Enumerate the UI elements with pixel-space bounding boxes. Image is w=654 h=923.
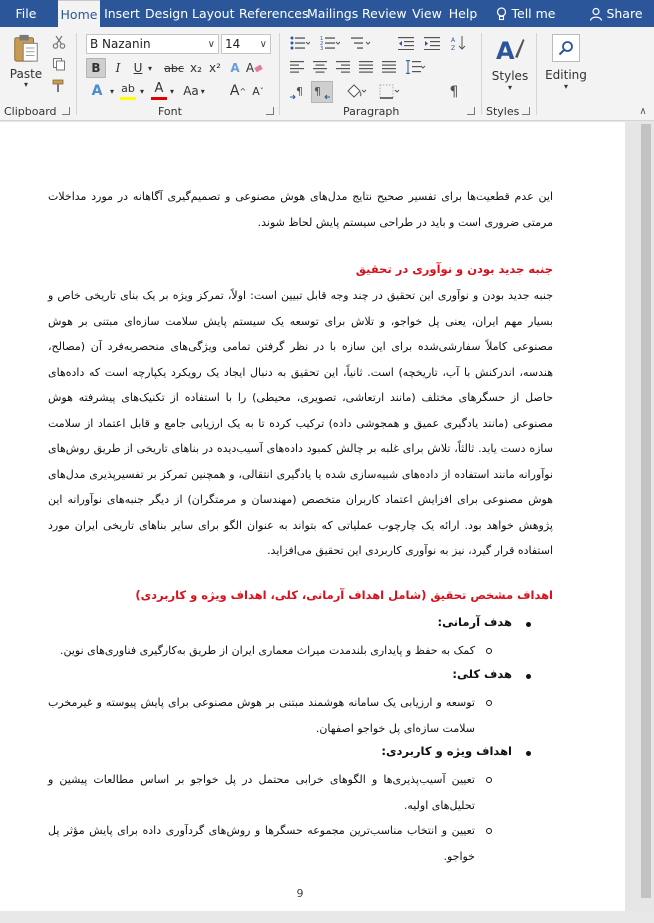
align-left-icon (290, 61, 304, 73)
font-launcher-icon[interactable] (266, 107, 274, 115)
document-page[interactable] (0, 122, 625, 911)
chevron-down-icon[interactable]: ▾ (139, 86, 144, 96)
show-marks-button[interactable] (443, 81, 465, 103)
collapse-ribbon-icon[interactable]: ∧ (639, 105, 647, 117)
chevron-down-icon: ▾ (23, 80, 28, 89)
bullet-list-icon (290, 36, 310, 50)
increase-indent-button[interactable] (421, 33, 443, 53)
paste-button[interactable] (6, 33, 46, 89)
svg-text:¶: ¶ (314, 85, 321, 98)
svg-text:¶: ¶ (296, 85, 303, 98)
svg-text:2: 2 (320, 41, 324, 47)
tab-design[interactable]: Design (145, 6, 189, 21)
ltr-button[interactable] (287, 81, 309, 103)
clear-formatting-button[interactable] (242, 58, 266, 78)
borders-icon (379, 84, 401, 100)
lightbulb-icon (495, 7, 508, 21)
document-area (0, 122, 654, 923)
multilevel-list-icon (350, 36, 372, 50)
styles-button[interactable] (488, 33, 532, 95)
line-spacing-button[interactable] (401, 57, 429, 77)
sort-icon (451, 35, 467, 51)
tab-home[interactable]: Home (58, 0, 100, 27)
paint-bucket-icon (345, 84, 367, 100)
align-center-button[interactable] (310, 57, 330, 77)
novelty-paragraph[interactable]: جنبه جدید بودن و نوآوری این تحقیق در چند وجه قابل تبیین است: اولاً، تمرکز ویژه بر یک بنای تاریخی خاص و بسیار مهم ایران، یعنی پل خواجو، و تلاش برای توسعه یک سیستم پایش سلامت سازه‌ای مبتنی بر هوش مصنوعی کاملاً سفارشی‌شده برای این سازه با در نظر گرفتن تمامی ویژگی‌های منحصربه‌فرد آن (مصالح، هندسه، اندرکنش با آب، تاریخچه) است. ثانیاً، این تحقیق به دنبال ایجاد یک رویکرد یکپارچه است که داده‌های حاصل از حسگرهای مختلف (مانند ارتعاشی، تصویری، محیطی) را با استفاده از تکنیک‌های پیشرفته هوش مصنوعی (مانند یادگیری عمیق و همجوشی داده) ترکیب کرده تا به یک ارزیابی جامع و قابل اعتماد از سلامت سازه دست یابد. ثالثاً، تلاش برای غلبه بر چالش کمبود داده‌های آسیب‌دیده در بناهای تاریخی از طریق روش‌های نوآورانه مانند استفاده از داده‌های شبیه‌سازی شده یا یادگیری انتقالی، و همچنین تمرکز بر تفسیرپذیری مدل‌های هوش مصنوعی برای افزایش اعتماد کاربران متخصص (مهندسان و مرمتگران) از دیگر جنبه‌های نوآورانه این پژوهش خواهد بود. ارائه یک چارچوب عملیاتی که بتواند به عنوان الگو برای سایر بناهای تاریخی ایران مورد استفاده قرار گیرد، نیز به نوآوری کاربردی این تحقیق می‌افزاید. (48, 289, 553, 557)
scissors-icon (52, 35, 66, 49)
share-button[interactable] (583, 0, 649, 27)
justify-button[interactable] (356, 57, 376, 77)
subscript-button[interactable]: x₂ (190, 61, 202, 75)
align-center-icon (313, 61, 327, 73)
line-spacing-icon (404, 60, 426, 74)
tab-references[interactable]: References (239, 6, 309, 21)
highlight-button[interactable] (118, 80, 138, 102)
ribbon-divider (536, 33, 537, 115)
font-group-label: Font (158, 105, 182, 118)
circle-bullet-icon (486, 700, 492, 706)
circle-bullet-icon (486, 828, 492, 834)
pilcrow-icon: ¶ (449, 84, 459, 100)
svg-text:3: 3 (320, 46, 324, 50)
svg-text:A: A (451, 37, 456, 44)
multilevel-list-button[interactable] (347, 33, 375, 53)
paragraph-launcher-icon[interactable] (467, 107, 475, 115)
styles-label: Styles (491, 69, 529, 83)
ribbon-divider (279, 33, 280, 115)
bold-button[interactable]: B (86, 58, 106, 78)
paste-icon (11, 33, 41, 63)
highlight-color-swatch (120, 97, 136, 100)
format-painter-button[interactable] (50, 77, 68, 95)
clipboard-launcher-icon[interactable] (62, 107, 70, 115)
bullet-dot-icon (526, 674, 531, 679)
copy-button[interactable] (50, 55, 68, 73)
menu-bar (0, 0, 654, 27)
borders-button[interactable] (375, 81, 405, 103)
font-name-value: B Nazanin (90, 37, 151, 51)
tab-layout[interactable]: Layout (192, 6, 235, 21)
styles-icon (495, 35, 525, 65)
search-icon (558, 40, 574, 56)
novelty-heading[interactable]: جنبه جدید بودن و نوآوری در تحقیق (355, 262, 553, 276)
justify-icon (359, 61, 373, 73)
tell-me-label: Tell me (511, 6, 556, 21)
clipboard-group (0, 27, 74, 121)
text-effects-button[interactable] (86, 80, 108, 102)
shrink-font-icon: A (252, 84, 260, 98)
shrink-font-button[interactable]: A ˇ (252, 84, 264, 98)
increase-indent-icon (424, 36, 440, 50)
font-size-combo[interactable] (221, 34, 271, 54)
sort-az-button[interactable] (447, 33, 471, 53)
chevron-down-icon: ▾ (200, 86, 205, 96)
clipboard-group-label: Clipboard (4, 105, 57, 118)
cut-button[interactable] (50, 33, 68, 51)
tab-help[interactable]: Help (448, 6, 478, 21)
bullets-button[interactable] (287, 33, 313, 53)
ribbon-divider (76, 33, 77, 115)
search-icon-frame (552, 34, 580, 62)
strikethrough-button[interactable]: abc (164, 61, 184, 75)
bullet-dot-icon (526, 622, 531, 627)
goal-ideal-item[interactable]: کمک به حفظ و پایداری بلندمدت میراث معماری ایران از طریق به‌کارگیری فناوری‌های نوین. (60, 644, 475, 657)
font-group (80, 27, 276, 121)
clear-formatting-icon: A (245, 61, 255, 75)
decrease-indent-icon (398, 36, 414, 50)
decrease-indent-button[interactable] (395, 33, 417, 53)
right-to-left-icon (314, 85, 330, 99)
svg-text:A: A (496, 37, 515, 65)
align-left-button[interactable] (287, 57, 307, 77)
font-color-icon: A (154, 81, 164, 96)
font-color-button[interactable] (150, 80, 168, 102)
copy-icon (52, 57, 66, 71)
eraser-icon (254, 64, 263, 72)
distributed-icon (382, 61, 396, 73)
chevron-down-icon[interactable]: ▾ (147, 63, 152, 73)
status-strip (0, 911, 654, 923)
editing-group (540, 27, 590, 121)
styles-group (484, 27, 534, 121)
bullet-dot-icon (526, 751, 531, 756)
highlighter-icon: ab (121, 81, 135, 95)
paragraph-group-label: Paragraph (343, 105, 400, 118)
goal-specific-title[interactable]: اهداف ویژه و کاربردی: (381, 744, 512, 758)
editing-button[interactable] (542, 33, 590, 93)
align-right-icon (336, 61, 350, 73)
align-right-button[interactable] (333, 57, 353, 77)
tab-insert[interactable]: Insert (104, 6, 140, 21)
tab-file[interactable]: File (15, 6, 37, 21)
goal-specific-item-1[interactable]: تعیین آسیب‌پذیری‌ها و الگوهای خرابی محتمل در پل خواجو بر اساس مطالعات پیشین و تحلیل‌های اولیه. (48, 773, 475, 812)
styles-launcher-icon[interactable] (522, 107, 530, 115)
svg-text:Z: Z (451, 45, 456, 51)
shading-button[interactable] (341, 81, 371, 103)
chevron-down-icon: ∨ (207, 39, 215, 50)
chevron-down-icon: ▾ (507, 83, 512, 92)
effects-a-icon: A (91, 83, 103, 99)
svg-text:1: 1 (320, 36, 324, 42)
goal-general-item[interactable]: توسعه و ارزیابی یک سامانه هوشمند مبتنی بر هوش مصنوعی برای پایش پیوسته و غیرمخرب سلامت سازه‌ای پل خواجو اصفهان. (48, 696, 475, 735)
text-effects-icon: A (230, 61, 240, 75)
goal-general-title[interactable]: هدف کلی: (452, 667, 512, 681)
circle-bullet-icon (486, 648, 492, 654)
format-painter-icon (52, 79, 66, 93)
font-color-swatch (151, 97, 167, 100)
chevron-down-icon[interactable]: ▾ (169, 86, 174, 96)
grow-font-button[interactable]: A ^ (229, 83, 247, 99)
change-case-icon: Aa (183, 84, 199, 98)
paragraph-group (283, 27, 479, 121)
goal-ideal-title[interactable]: هدف آرمانی: (437, 615, 512, 629)
person-icon (589, 7, 603, 21)
font-name-combo[interactable] (86, 34, 219, 54)
intro-paragraph[interactable]: این عدم قطعیت‌ها برای تفسیر صحیح نتایج مدل‌های هوش مصنوعی و تصمیم‌گیری آگاهانه در مورد مداخلات مرمتی ضروری است و باید در طراحی سیستم پایش لحاظ شوند. (48, 190, 553, 229)
italic-button[interactable]: I (115, 61, 121, 75)
tab-mailings[interactable]: Mailings (307, 6, 359, 21)
numbered-list-icon (320, 36, 340, 50)
font-size-value: 14 (225, 37, 241, 51)
vertical-scrollbar[interactable] (638, 122, 654, 911)
distributed-button[interactable] (379, 57, 399, 77)
grow-font-icon: A (229, 83, 240, 99)
chevron-down-icon: ∨ (259, 39, 267, 50)
chevron-down-icon[interactable]: ▾ (109, 86, 114, 96)
chevron-down-icon: ▾ (563, 82, 568, 91)
share-label: Share (606, 6, 643, 21)
editing-label: Editing (545, 68, 587, 82)
change-case-button[interactable] (182, 80, 206, 102)
tab-review[interactable]: Review (362, 6, 407, 21)
left-to-right-icon (290, 85, 306, 99)
goal-specific-item-2[interactable]: تعیین و انتخاب مناسب‌ترین مجموعه حسگرها و روش‌های گردآوری داده برای پایش مؤثر پل خواجو. (48, 824, 475, 863)
styles-group-label: Styles (486, 105, 520, 118)
scrollbar-thumb[interactable] (641, 124, 651, 898)
underline-button[interactable]: U (133, 61, 143, 75)
page-number: 9 (296, 887, 304, 900)
ribbon-divider (481, 33, 482, 115)
paste-label: Paste (9, 67, 43, 81)
tell-me-box[interactable] (490, 0, 560, 27)
circle-bullet-icon (486, 777, 492, 783)
goals-heading[interactable]: اهداف مشخص تحقیق (شامل اهداف آرمانی، کلی، اهداف ویژه و کاربردی) (135, 588, 553, 602)
superscript-button[interactable]: x² (209, 61, 221, 75)
ribbon (0, 27, 654, 121)
numbering-button[interactable] (317, 33, 343, 53)
tab-view[interactable]: View (412, 6, 442, 21)
rtl-button[interactable] (311, 81, 333, 103)
